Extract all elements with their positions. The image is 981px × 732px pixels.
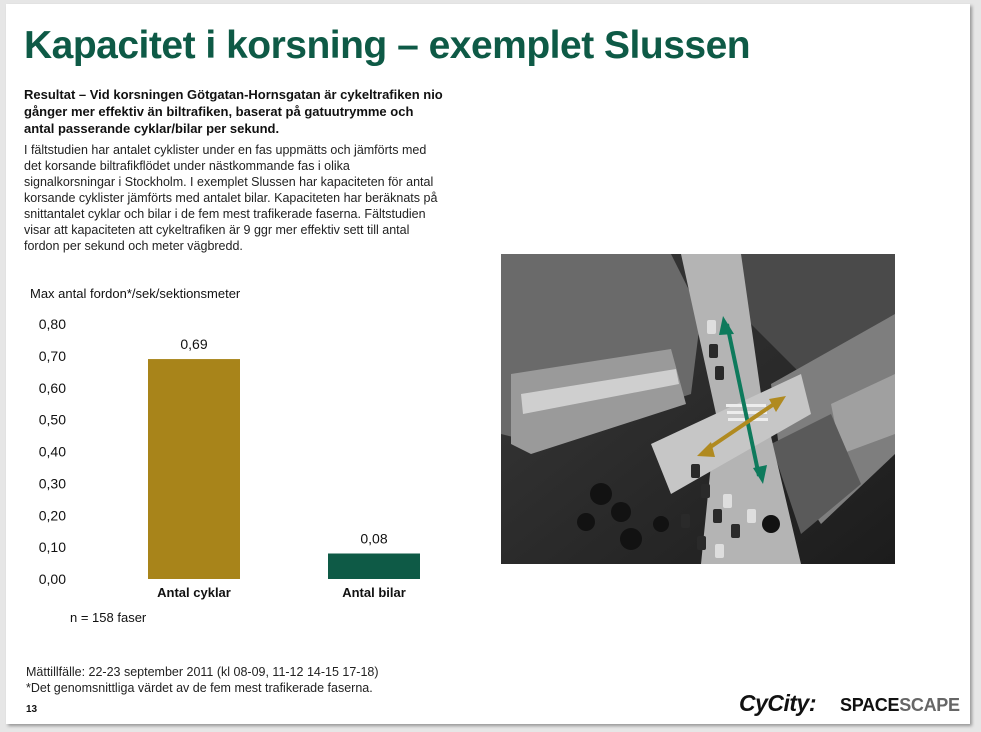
y-tick-label: 0,70: [38, 347, 66, 364]
footnote-average: *Det genomsnittliga värdet av de fem mest trafikerade faserna.: [26, 681, 373, 695]
chart-title: Max antal fordon*/sek/sektionsmeter: [30, 286, 241, 301]
x-category-label: Antal cyklar: [157, 585, 231, 600]
y-tick-label: 0,10: [38, 539, 66, 556]
footnote: [26, 664, 379, 696]
page-number: 13: [26, 704, 38, 715]
y-tick-label: 0,50: [38, 411, 66, 428]
spacescape-logo-light: SCAPE: [899, 695, 960, 715]
bar-value-label: 0,69: [180, 336, 208, 353]
y-tick-label: 0,00: [38, 571, 66, 587]
y-tick-label: 0,40: [38, 443, 66, 460]
footnote-measurement: Mättillfälle: 22-23 september 2011 (kl 08-09, 11-12 14-15 17-18): [26, 665, 379, 679]
spacescape-logo: [840, 695, 960, 716]
bar-chart: [6, 304, 446, 614]
bar: [328, 554, 420, 580]
spacescape-logo-dark: SPACE: [840, 695, 900, 715]
bar-value-label: 0,08: [360, 530, 388, 547]
y-tick-label: 0,30: [38, 475, 66, 492]
bar: [148, 359, 240, 579]
lead-paragraph: Resultat – Vid korsningen Götgatan-Hornsgatan är cykeltrafiken nio gånger mer effektiv än biltrafiken, baserat på gatuutrymme och antal passerande cyklar/bilar per sekund.: [24, 87, 443, 136]
slide-title: Kapacitet i korsning – exemplet Slussen: [24, 24, 751, 67]
y-tick-label: 0,80: [38, 316, 66, 332]
x-category-label: Antal bilar: [342, 585, 406, 600]
cycity-logo: CyCity:: [739, 690, 817, 716]
y-tick-label: 0,20: [38, 507, 66, 524]
slide: [6, 4, 970, 724]
sample-size-note: n = 158 faser: [70, 610, 147, 625]
y-tick-label: 0,60: [38, 379, 66, 396]
body-paragraph: I fältstudien har antalet cyklister under en fas uppmätts och jämförts med det korsande biltrafikflödet under nästkommande fas i olika signalkorsningar i Stockholm. I exemplet Slussen har kapaciteten för antal korsande cyklister jämförts med antalet bilar. Kapaciteten har beräknats på snittantalet cyklar och bilar i de fem mest trafikerade faserna. Fältstudien visar att kapaciteten att cykeltrafiken är 9 ggr mer effektiv sett till antal fordon per sekund och meter vägbredd.: [24, 143, 438, 253]
aerial-intersection-photo: [501, 254, 895, 564]
